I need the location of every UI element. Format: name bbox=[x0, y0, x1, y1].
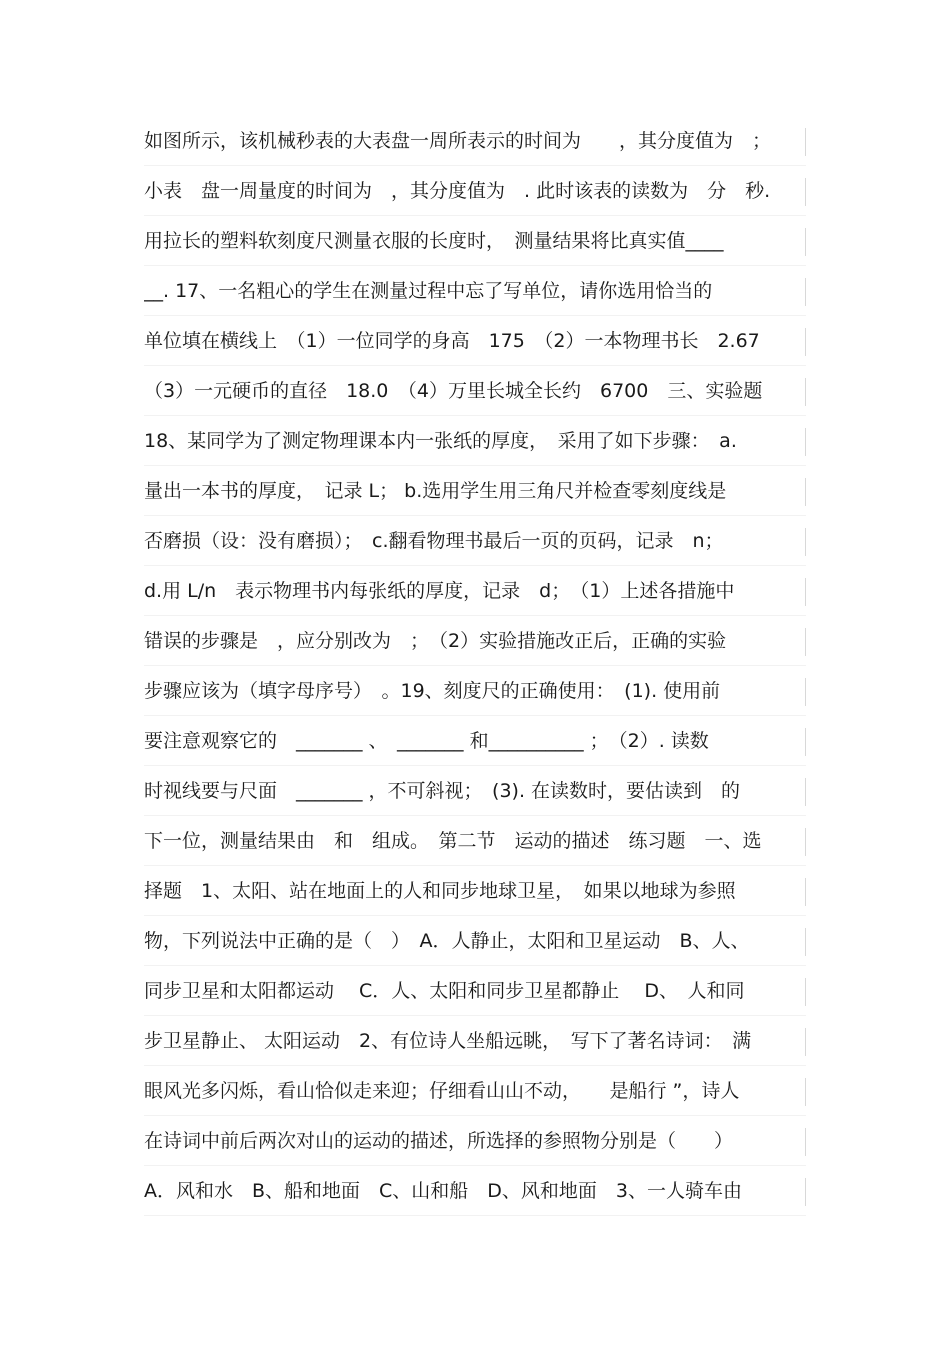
text-line: 如图所示，该机械秒表的大表盘一周所表示的时间为 ，其分度值为 ； bbox=[144, 116, 806, 166]
text-line: 步卫星静止、 太阳运动 2、有位诗人坐船远眺， 写下了著名诗词： 满 bbox=[144, 1016, 806, 1066]
text-line: 小表 盘一周量度的时间为 ，其分度值为 . 此时该表的读数为 分 秒. bbox=[144, 166, 806, 216]
body-text bbox=[144, 116, 806, 1216]
text-line: 错误的步骤是 ，应分别改为 ； （2）实验措施改正后，正确的实验 bbox=[144, 616, 806, 666]
text-line: A．风和水 B、船和地面 C、山和船 D、风和地面 3、一人骑车由 bbox=[144, 1166, 806, 1216]
text-line: d.用 L/n 表示物理书内每张纸的厚度，记录 d； （1）上述各措施中 bbox=[144, 566, 806, 616]
text-line: 在诗词中前后两次对山的运动的描述，所选择的参照物分别是（ ） bbox=[144, 1116, 806, 1166]
text-line: 择题 1、太阳、站在地面上的人和同步地球卫星， 如果以地球为参照 bbox=[144, 866, 806, 916]
text-line: 物，下列说法中正确的是（ ） A．人静止，太阳和卫星运动 B、人、 bbox=[144, 916, 806, 966]
text-line: __. 17、一名粗心的学生在测量过程中忘了写单位，请你选用恰当的 bbox=[144, 266, 806, 316]
text-line: 同步卫星和太阳都运动 C．人、太阳和同步卫星都静止 D、 人和同 bbox=[144, 966, 806, 1016]
text-line: 要注意观察它的 _______ 、 _______ 和__________ ； （2）. 读数 bbox=[144, 716, 806, 766]
text-line: 否磨损（设：没有磨损）； c.翻看物理书最后一页的页码，记录 n； bbox=[144, 516, 806, 566]
text-line: 时视线要与尺面 _______ ，不可斜视； (3). 在读数时，要估读到 的 bbox=[144, 766, 806, 816]
text-line: 步骤应该为（填字母序号） 。19、刻度尺的正确使用： (1). 使用前 bbox=[144, 666, 806, 716]
text-line: 单位填在横线上 （1）一位同学的身高 175 （2）一本物理书长 2.67 bbox=[144, 316, 806, 366]
text-line: 用拉长的塑料软刻度尺测量衣服的长度时， 测量结果将比真实值____ bbox=[144, 216, 806, 266]
text-line: 18、某同学为了测定物理课本内一张纸的厚度， 采用了如下步骤： a. bbox=[144, 416, 806, 466]
text-line: 量出一本书的厚度， 记录 L； b.选用学生用三角尺并检查零刻度线是 bbox=[144, 466, 806, 516]
text-line: （3）一元硬币的直径 18.0 （4）万里长城全长约 6700 三、实验题 bbox=[144, 366, 806, 416]
text-line: 眼风光多闪烁，看山恰似走来迎；仔细看山山不动， 是船行 ”，诗人 bbox=[144, 1066, 806, 1116]
text-line: 下一位，测量结果由 和 组成。 第二节 运动的描述 练习题 一、选 bbox=[144, 816, 806, 866]
